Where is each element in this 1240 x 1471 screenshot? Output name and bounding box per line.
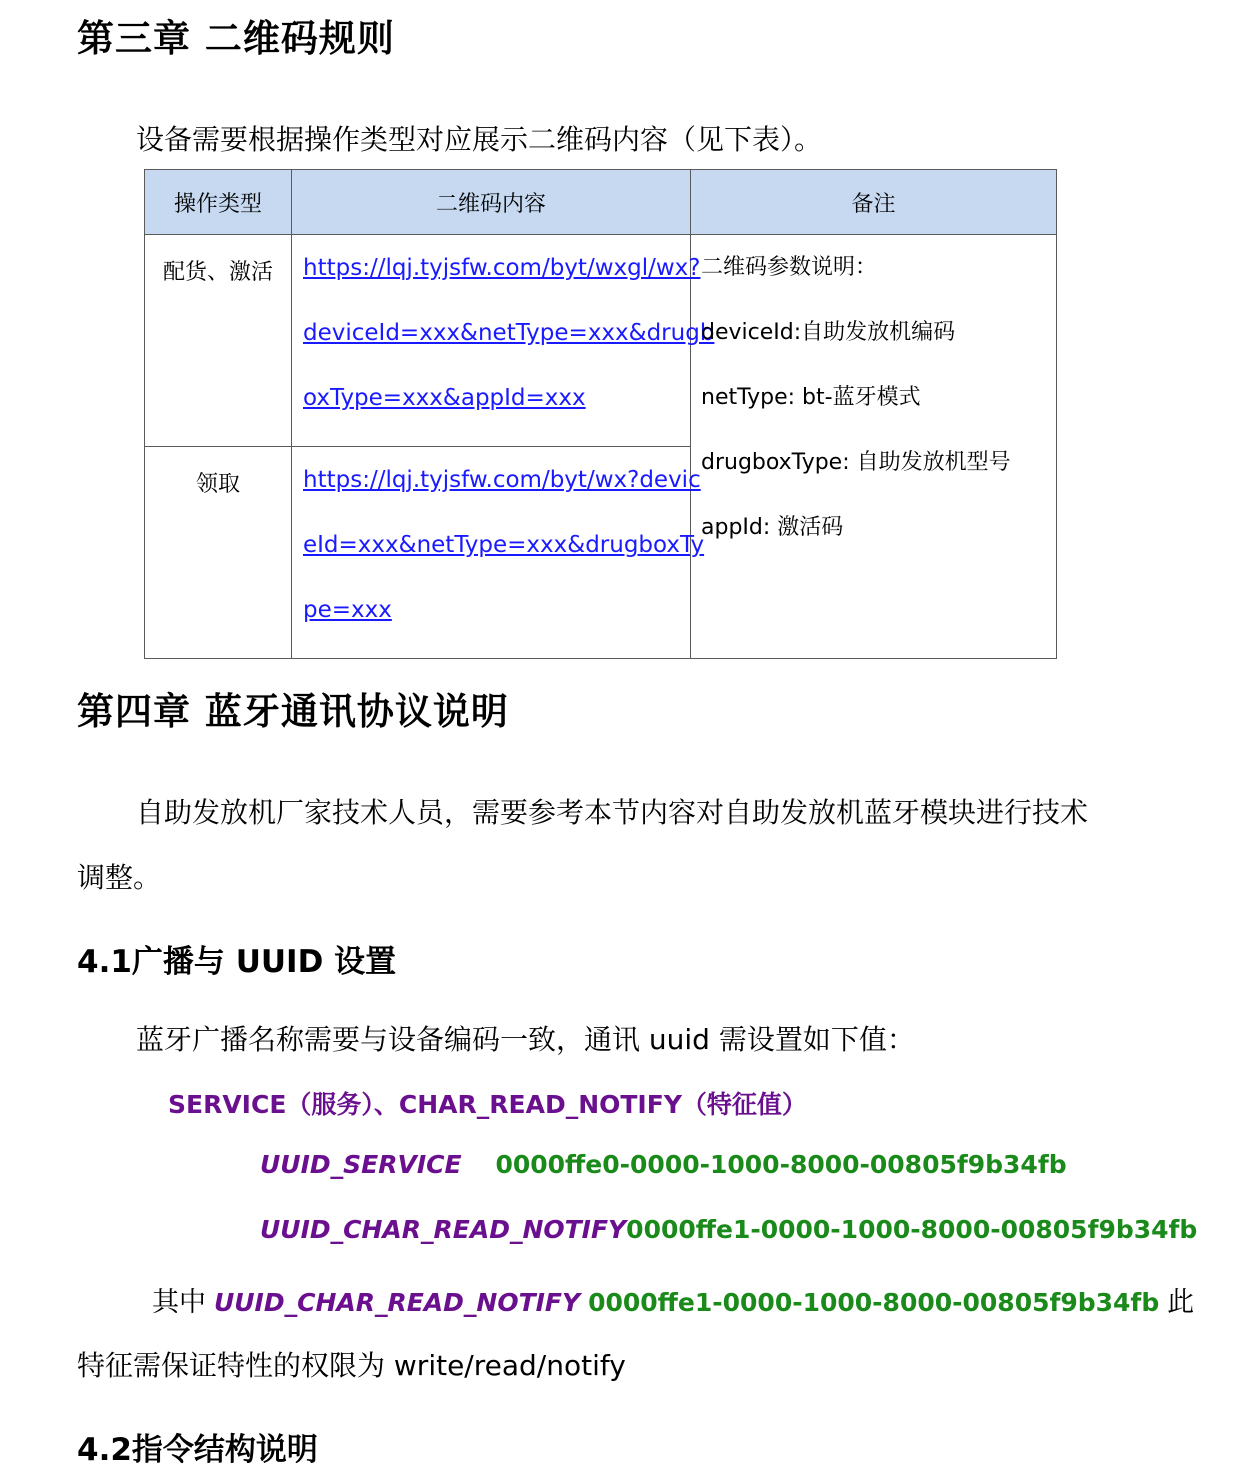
header-notes: 备注 bbox=[691, 170, 1057, 235]
uuid-note-line bbox=[152, 1280, 1194, 1319]
qr-link-line[interactable]: oxType=xxx&appId=xxx bbox=[303, 385, 586, 411]
uuid-char-label: UUID_CHAR_READ_NOTIFY bbox=[260, 1215, 627, 1244]
header-operation-type: 操作类型 bbox=[145, 170, 292, 235]
table-header-row bbox=[145, 170, 1057, 235]
uuid-char-value: 0000ffe1-0000-1000-8000-00805f9b34fb bbox=[626, 1215, 1198, 1244]
section-4-2-title: 4.2指令结构说明 bbox=[77, 1432, 318, 1468]
qr-link-cell bbox=[292, 235, 715, 447]
chapter-4-intro-line2: 调整。 bbox=[77, 861, 162, 894]
uuid-service-label: UUID_SERVICE bbox=[260, 1150, 462, 1179]
row-op-distribute-activate: 配货、激活 bbox=[145, 235, 292, 447]
note-prefix: 其中 bbox=[152, 1287, 206, 1318]
qr-link-line[interactable]: deviceId=xxx&netType=xxx&drugb bbox=[303, 320, 715, 346]
chapter-3-intro: 设备需要根据操作类型对应展示二维码内容（见下表）。 bbox=[136, 123, 823, 156]
note-line: netType: bt-蓝牙模式 bbox=[701, 385, 921, 410]
note-line: appId: 激活码 bbox=[701, 515, 844, 540]
service-characteristic-line: SERVICE（服务）、CHAR_READ_NOTIFY（特征值） bbox=[168, 1090, 807, 1119]
uuid-char-row bbox=[260, 1215, 1197, 1244]
section-4-1-line1: 蓝牙广播名称需要与设备编码一致，通讯 uuid 需设置如下值： bbox=[136, 1023, 915, 1056]
header-qr-content: 二维码内容 bbox=[292, 170, 691, 235]
qr-rules-table bbox=[144, 169, 1057, 659]
qr-link-line[interactable]: pe=xxx bbox=[303, 597, 392, 623]
qr-link-line[interactable]: https://lqj.tyjsfw.com/byt/wx?devic bbox=[303, 467, 701, 493]
chapter-4-intro-line1: 自助发放机厂家技术人员，需要参考本节内容对自助发放机蓝牙模块进行技术 bbox=[136, 796, 1089, 829]
note-line: 二维码参数说明： bbox=[701, 255, 878, 280]
note-line: drugboxType: 自助发放机型号 bbox=[701, 450, 1011, 475]
row-op-receive: 领取 bbox=[145, 447, 292, 659]
table-row bbox=[145, 235, 1057, 447]
notes-cell bbox=[691, 235, 1057, 659]
chapter-3-title: 第三章 二维码规则 bbox=[77, 17, 395, 60]
uuid-service-value: 0000ffe0-0000-1000-8000-00805f9b34fb bbox=[495, 1150, 1067, 1179]
note-uuid-label: UUID_CHAR_READ_NOTIFY bbox=[213, 1288, 581, 1317]
qr-link-cell bbox=[292, 447, 705, 659]
qr-link-line[interactable]: eId=xxx&netType=xxx&drugboxTy bbox=[303, 532, 705, 558]
note-suffix: 此 bbox=[1167, 1287, 1195, 1318]
qr-link-line[interactable]: https://lqj.tyjsfw.com/byt/wxgl/wx? bbox=[303, 255, 701, 281]
uuid-service-row bbox=[260, 1150, 1067, 1179]
note-line: deviceId:自助发放机编码 bbox=[701, 320, 956, 345]
uuid-note-line2: 特征需保证特性的权限为 write/read/notify bbox=[77, 1349, 626, 1382]
chapter-4-title: 第四章 蓝牙通讯协议说明 bbox=[77, 690, 509, 733]
note-uuid-value: 0000ffe1-0000-1000-8000-00805f9b34fb bbox=[588, 1288, 1160, 1317]
section-4-1-title: 4.1广播与 UUID 设置 bbox=[77, 944, 397, 980]
